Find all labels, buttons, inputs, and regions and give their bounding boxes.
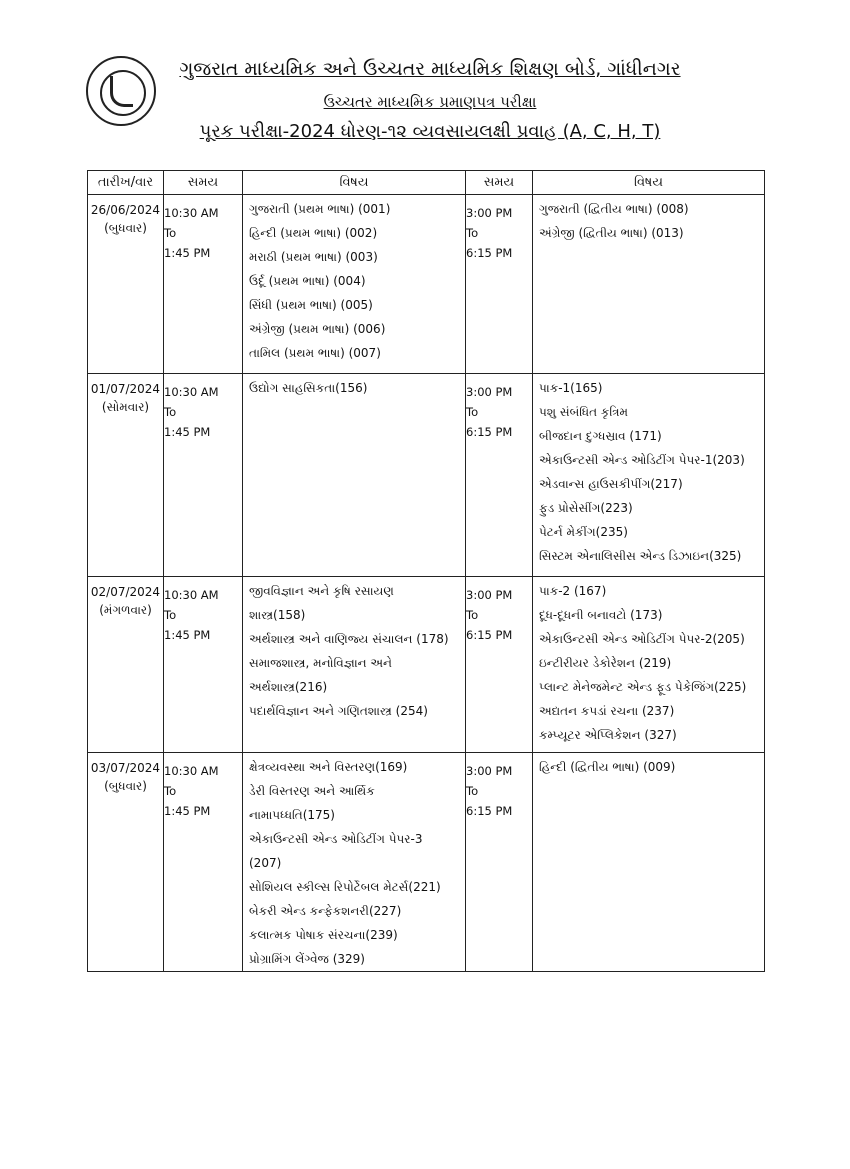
time-text: To [466, 226, 479, 240]
exam-subtitle: ઉચ્ચતર માધ્યમિક પ્રમાણપત્ર પરીક્ષા [323, 93, 537, 111]
col-date-day: તારીખ/વાર [88, 171, 164, 195]
subject-item: હિન્દી (દ્વિતીય ભાષા) (009) [539, 760, 676, 774]
subject-item: એકાઉન્ટસી એન્ડ ઓડિટીંગ પેપર-2(205) [539, 632, 745, 646]
time-text: 1:45 PM [164, 246, 211, 260]
time-text: 6:15 PM [466, 628, 513, 642]
col-subject-afternoon: વિષય [533, 171, 765, 195]
subject-item: એડવાન્સ હાઉસકીપીંગ(217) [539, 477, 683, 491]
afternoon-time-cell [466, 195, 533, 374]
afternoon-subjects-cell [533, 374, 765, 577]
subject-item: અંગ્રેજી (પ્રથમ ભાષા) (006) [249, 322, 386, 336]
subject-item: ઉદ્યોગ સાહસિકતા(156) [249, 381, 368, 395]
subject-item: કલાત્મક પોષાક સંરચના(239) [249, 928, 398, 942]
morning-subjects-cell [243, 195, 466, 374]
subject-item: એકાઉન્ટસી એન્ડ ઓડિટીંગ પેપર-1(203) [539, 453, 745, 467]
morning-time-cell [164, 374, 243, 577]
table-header-row [88, 171, 765, 195]
table-row [88, 374, 765, 577]
subject-item: ઇન્ટીરીયર ડેકોરેશન (219) [539, 656, 672, 670]
subject-item: પ્લાન્ટ મેનેજમેન્ટ એન્ડ ફૂડ પેકેજિંગ(225) [539, 680, 747, 694]
subject-item: અર્થશાસ્ત્ર(216) [249, 680, 328, 694]
morning-time-cell [164, 577, 243, 753]
subject-item: સોશિયલ સ્કીલ્સ રિપોર્ટેબલ મેટર્સ(221) [249, 880, 441, 894]
table-row [88, 753, 765, 972]
subject-item: મરાઠી (પ્રથમ ભાષા) (003) [249, 250, 378, 264]
exam-date: 26/06/2024 [90, 203, 161, 217]
subject-item: પેટર્ન મેકીંગ(235) [539, 525, 628, 539]
time-text: To [164, 405, 177, 419]
table-row [88, 577, 765, 753]
time-text: To [164, 784, 177, 798]
time-text: To [466, 608, 479, 622]
morning-subjects-cell [243, 374, 466, 577]
subject-item: અર્થશાસ્ત્ર અને વાણિજ્ય સંચાલન (178) [249, 632, 449, 646]
time-text: 10:30 AM [164, 764, 219, 778]
exam-date: 01/07/2024 [90, 382, 161, 396]
afternoon-subjects-cell [533, 577, 765, 753]
col-subject-morning: વિષય [243, 171, 466, 195]
date-cell [88, 753, 164, 972]
time-text: 6:15 PM [466, 425, 513, 439]
time-text: 3:00 PM [466, 588, 513, 602]
time-text: 6:15 PM [466, 804, 513, 818]
subject-item: અંગ્રેજી (દ્વિતીય ભાષા) (013) [539, 226, 684, 240]
time-text: 3:00 PM [466, 764, 513, 778]
subject-item: (207) [249, 856, 282, 870]
afternoon-subjects-cell [533, 195, 765, 374]
time-text: 10:30 AM [164, 385, 219, 399]
subject-item: બીજદાન દુગ્ધસ્રાવ (171) [539, 429, 662, 443]
afternoon-subjects-cell [533, 753, 765, 972]
board-logo [86, 56, 156, 126]
morning-subjects-cell [243, 577, 466, 753]
col-time-afternoon: સમય [466, 171, 533, 195]
subject-item: પશુ સંબંધિત કૃત્રિમ [539, 405, 628, 419]
date-cell [88, 577, 164, 753]
morning-subjects-cell [243, 753, 466, 972]
board-title: ગુજરાત માધ્યમિક અને ઉચ્ચતર માધ્યમિક શિક્ષણ બોર્ડ, ગાંધીનગર [179, 58, 681, 80]
subject-item: સિસ્ટમ એનાલિસીસ એન્ડ ડિઝાઇન(325) [539, 549, 742, 563]
subject-item: પદાર્થવિજ્ઞાન અને ગણિતશાસ્ત્ર (254) [249, 704, 428, 718]
subject-item: ઉર્દૂ (પ્રથમ ભાષા) (004) [249, 274, 366, 288]
afternoon-time-cell [466, 577, 533, 753]
table-row [88, 195, 765, 374]
subject-item: એકાઉન્ટસી એન્ડ ઓડિટીંગ પેપર-3 [249, 832, 423, 846]
subject-item: અદ્યતન કપડાં રચના (237) [539, 704, 675, 718]
subject-item: ડેરી વિસ્તરણ અને આર્થિક [249, 784, 375, 798]
morning-time-cell [164, 753, 243, 972]
afternoon-time-cell [466, 753, 533, 972]
time-text: To [466, 784, 479, 798]
time-text: 1:45 PM [164, 804, 211, 818]
subject-item: ફુડ પ્રોસેસીંગ(223) [539, 501, 633, 515]
exam-date: 02/07/2024 [90, 585, 161, 599]
subject-item: તામિલ (પ્રથમ ભાષા) (007) [249, 346, 381, 360]
subject-item: હિન્દી (પ્રથમ ભાષા) (002) [249, 226, 378, 240]
time-text: 1:45 PM [164, 628, 211, 642]
subject-item: પાક-1(165) [539, 381, 603, 395]
subject-item: પ્રોગ્રામિંગ લેંગ્વેજ (329) [249, 952, 365, 966]
subject-item: સમાજશાસ્ત્ર, મનોવિજ્ઞાન અને [249, 656, 393, 670]
subject-item: શાસ્ત્ર(158) [249, 608, 306, 622]
time-text: To [466, 405, 479, 419]
subject-item: ક્ષેત્રવ્યવસ્થા અને વિસ્તરણ(169) [249, 760, 408, 774]
exam-day: (બુધવાર) [104, 221, 147, 235]
date-cell [88, 195, 164, 374]
time-text: 10:30 AM [164, 206, 219, 220]
exam-day: (સોમવાર) [101, 400, 150, 414]
time-text: 10:30 AM [164, 588, 219, 602]
subject-item: જીવવિજ્ઞાન અને કૃષિ રસાયણ [249, 584, 394, 598]
date-cell [88, 374, 164, 577]
subject-item: સિંધી (પ્રથમ ભાષા) (005) [249, 298, 373, 312]
subject-item: પાક-2 (167) [539, 584, 607, 598]
subject-item: કમ્પ્યૂટર એપ્લિકેશન (327) [539, 728, 677, 742]
subject-item: ગુજરાતી (દ્વિતીય ભાષા) (008) [539, 202, 689, 216]
subject-item: નામાપધ્ધતિ(175) [249, 808, 335, 822]
timetable [87, 170, 765, 972]
time-text: To [164, 226, 177, 240]
time-text: 3:00 PM [466, 206, 513, 220]
time-text: 6:15 PM [466, 246, 513, 260]
time-text: To [164, 608, 177, 622]
exam-day: (બુધવાર) [104, 779, 147, 793]
time-text: 1:45 PM [164, 425, 211, 439]
afternoon-time-cell [466, 374, 533, 577]
exam-day: (મંગળવાર) [99, 603, 152, 617]
subject-item: દૂધ-દૂધની બનાવટો (173) [539, 608, 663, 622]
subject-item: બેકરી એન્ડ કન્ફેકશનરી(227) [249, 904, 402, 918]
time-text: 3:00 PM [466, 385, 513, 399]
exam-title: પૂરક પરીક્ષા-2024 ધોરણ-૧૨ વ્યવસાયલક્ષી પ્રવાહ (A, C, H, T) [199, 121, 661, 142]
exam-date: 03/07/2024 [90, 761, 161, 775]
col-time-morning: સમય [164, 171, 243, 195]
subject-item: ગુજરાતી (પ્રથમ ભાષા) (001) [249, 202, 391, 216]
morning-time-cell [164, 195, 243, 374]
